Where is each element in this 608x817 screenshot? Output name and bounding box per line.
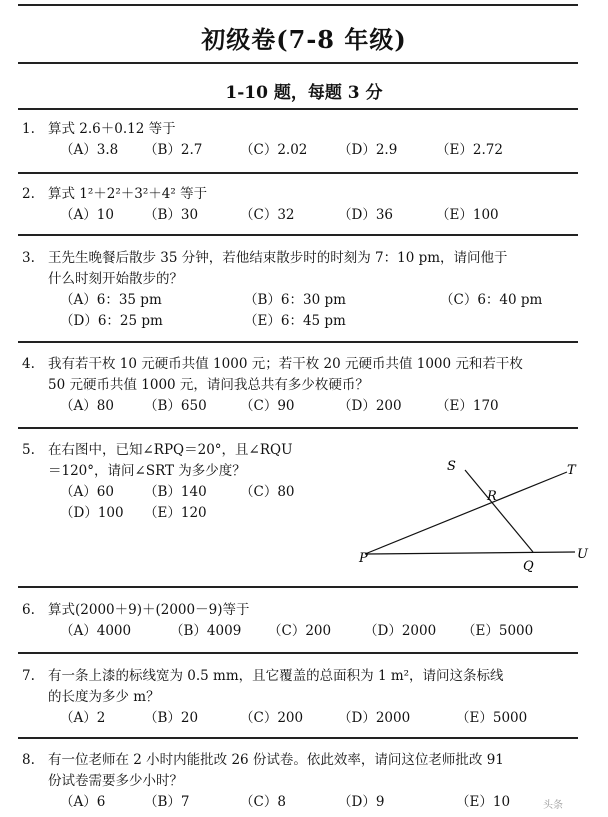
question-8: 8. 有一位老师在 2 小时内能批改 26 份试卷。依此效率，请问这位老师批改 91 份试卷需要多少小时？ （A）6 （B）7 （C）8 （D）9 （E）10 <box>22 750 592 813</box>
question-4: 4. 我有若干枚 10 元硬币共值 1000 元；若干枚 20 元硬币共值 1000 元和若干枚 50 元硬币共值 1000 元，请问我总共有多少枚硬币？ （A）80 （B）650 （C）90 （D）200 （E）170 <box>22 354 592 417</box>
option-d[interactable]: （D）9 <box>338 794 385 810</box>
option-d[interactable]: （D）2000 <box>364 623 437 639</box>
option-a[interactable]: （A）60 <box>60 484 114 500</box>
option-a[interactable]: （A）3.8 <box>60 142 119 158</box>
line-pt <box>365 472 567 554</box>
top-rule <box>18 4 578 6</box>
question-2: 2. 算式 1²＋2²＋3²＋4² 等于 （A）10 （B）30 （C）32 （D）36 （E）100 <box>22 184 592 226</box>
option-e[interactable]: （E）120 <box>144 505 207 521</box>
option-c[interactable]: （C）8 <box>240 794 286 810</box>
label-r: R <box>487 489 497 504</box>
option-b[interactable]: （B）4009 <box>170 623 242 639</box>
title-rule <box>18 62 578 64</box>
option-c[interactable]: （C）32 <box>240 207 295 223</box>
option-b[interactable]: （B）6：30 pm <box>244 292 346 308</box>
question-6: 6. 算式(2000＋9)＋(2000－9)等于 （A）4000 （B）4009 （C）200 （D）2000 （E）5000 <box>22 600 592 642</box>
option-c[interactable]: （C）90 <box>240 398 295 414</box>
option-e[interactable]: （E）2.72 <box>436 142 503 158</box>
option-d[interactable]: （D）200 <box>338 398 402 414</box>
option-a[interactable]: （A）6 <box>60 794 106 810</box>
watermark: 头条 <box>543 800 563 811</box>
option-e[interactable]: （E）10 <box>456 794 511 810</box>
option-e[interactable]: （E）5000 <box>462 623 534 639</box>
option-a[interactable]: （A）4000 <box>60 623 132 639</box>
option-b[interactable]: （B）30 <box>144 207 199 223</box>
option-b[interactable]: （B）2.7 <box>144 142 203 158</box>
question-1: 1. 算式 2.6＋0.12 等于 （A）3.8 （B）2.7 （C）2.02 （D）2.9 （E）2.72 <box>22 119 592 161</box>
line-sq <box>465 470 533 552</box>
option-d[interactable]: （D）2.9 <box>338 142 398 158</box>
option-b[interactable]: （B）7 <box>144 794 190 810</box>
label-p: P <box>359 551 368 566</box>
section-subtitle: 1-10 题，每题 3 分 <box>225 83 383 103</box>
label-s: S <box>447 459 456 474</box>
question-5: 5. 在右图中，已知∠RPQ＝20°，且∠RQU ＝120°，请问∠SRT 为多少度？ （A）60 （B）140 （C）80 （D）100 （E）120 <box>22 440 352 524</box>
option-c[interactable]: （C）2.02 <box>240 142 308 158</box>
question-7: 7. 有一条上漆的标线宽为 0.5 mm，且它覆盖的总面积为 1 m²，请问这条标线 的长度为多少 m？ （A）2 （B）20 （C）200 （D）2000 （E）5000 <box>22 666 592 729</box>
option-a[interactable]: （A）10 <box>60 207 114 223</box>
option-e[interactable]: （E）5000 <box>456 710 528 726</box>
page-title: 初级卷(7-8 年级) <box>201 25 407 54</box>
option-b[interactable]: （B）140 <box>144 484 207 500</box>
option-a[interactable]: （A）6：35 pm <box>60 292 162 308</box>
option-d[interactable]: （D）36 <box>338 207 394 223</box>
label-q: Q <box>523 559 534 574</box>
question-3: 3. 王先生晚餐后散步 35 分钟，若他结束散步时的时刻为 7：10 pm，请问他于 什么时刻开始散步的？ （A）6：35 pm （B）6：30 pm （C）6：40 pm （D）6：25 pm （E）6：45 pm <box>22 248 592 332</box>
option-c[interactable]: （C）6：40 pm <box>440 292 543 308</box>
option-b[interactable]: （B）20 <box>144 710 199 726</box>
option-c[interactable]: （C）200 <box>268 623 332 639</box>
option-d[interactable]: （D）6：25 pm <box>60 313 163 329</box>
option-d[interactable]: （D）2000 <box>338 710 411 726</box>
option-d[interactable]: （D）100 <box>60 505 124 521</box>
option-e[interactable]: （E）100 <box>436 207 499 223</box>
option-c[interactable]: （C）80 <box>240 484 295 500</box>
option-e[interactable]: （E）170 <box>436 398 499 414</box>
label-t: T <box>567 463 576 478</box>
geometry-figure <box>345 452 595 582</box>
option-a[interactable]: （A）80 <box>60 398 114 414</box>
option-c[interactable]: （C）200 <box>240 710 304 726</box>
option-b[interactable]: （B）650 <box>144 398 207 414</box>
option-a[interactable]: （A）2 <box>60 710 106 726</box>
option-e[interactable]: （E）6：45 pm <box>244 313 346 329</box>
line-pu <box>365 552 575 554</box>
label-u: U <box>577 547 588 562</box>
